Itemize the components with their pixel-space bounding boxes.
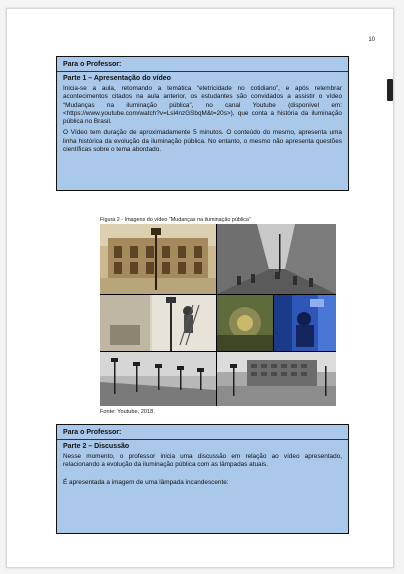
video-frames-collage	[100, 224, 336, 406]
box-heading: Para o Professor:	[63, 429, 122, 436]
box-heading: Para o Professor:	[63, 61, 122, 68]
box-divider	[57, 439, 348, 440]
frame-lamp-detail	[217, 295, 273, 351]
frame-boulevard-lamps	[100, 352, 216, 406]
document-page	[6, 8, 394, 568]
box-paragraph: Inicia-se a aula, retomando a temática “eletricidade no cotidiano”, e após relembrar acontecimentos citados na aula anterior, os estudantes são convidados a assistir o vídeo “Mudanças na iluminação pública”, no canal Youtube (disponível em: <https://www.youtube.com/watch?v=Lsl4nzGSbqM&t=20s>), que conta a história da iluminação pública no Brasil.	[63, 85, 342, 126]
box-paragraph: Nesse momento, o professor inicia uma discussão em relação ao vídeo apresentado, relacionando a evolução da iluminação pública com as lâmpadas atuais.	[63, 453, 342, 469]
frame-blue-figure	[274, 295, 336, 351]
box-paragraph: É apresentada a imagem de uma lâmpada incandescente:	[63, 478, 229, 486]
box-subheading: Parte 1 – Apresentação do vídeo	[63, 75, 171, 82]
frame-lamp-worker	[100, 295, 216, 351]
page-edge-mark	[387, 79, 393, 101]
box-paragraph: O Vídeo tem duração de aproximadamente 5 minutos. O conteúdo do mesmo, apresenta uma linha histórica da evolução da iluminação pública. No entanto, o mesmo não apresenta questões científicas sobre o tema abordado.	[63, 129, 342, 154]
frame-plaza-building	[217, 352, 336, 406]
teacher-box-part2	[56, 424, 349, 534]
figure-caption: Figura 2 - Imagens do vídeo “Mudanças na iluminação pública”	[100, 217, 251, 223]
box-subheading: Parte 2 – Discussão	[63, 443, 130, 450]
frame-colonial-building	[100, 224, 216, 294]
figure-source: Fonte: Youtube, 2018.	[100, 409, 155, 415]
teacher-box-part1	[56, 56, 349, 191]
box-divider	[57, 71, 348, 72]
page-number: 10	[368, 37, 375, 43]
frame-city-street	[217, 224, 336, 294]
